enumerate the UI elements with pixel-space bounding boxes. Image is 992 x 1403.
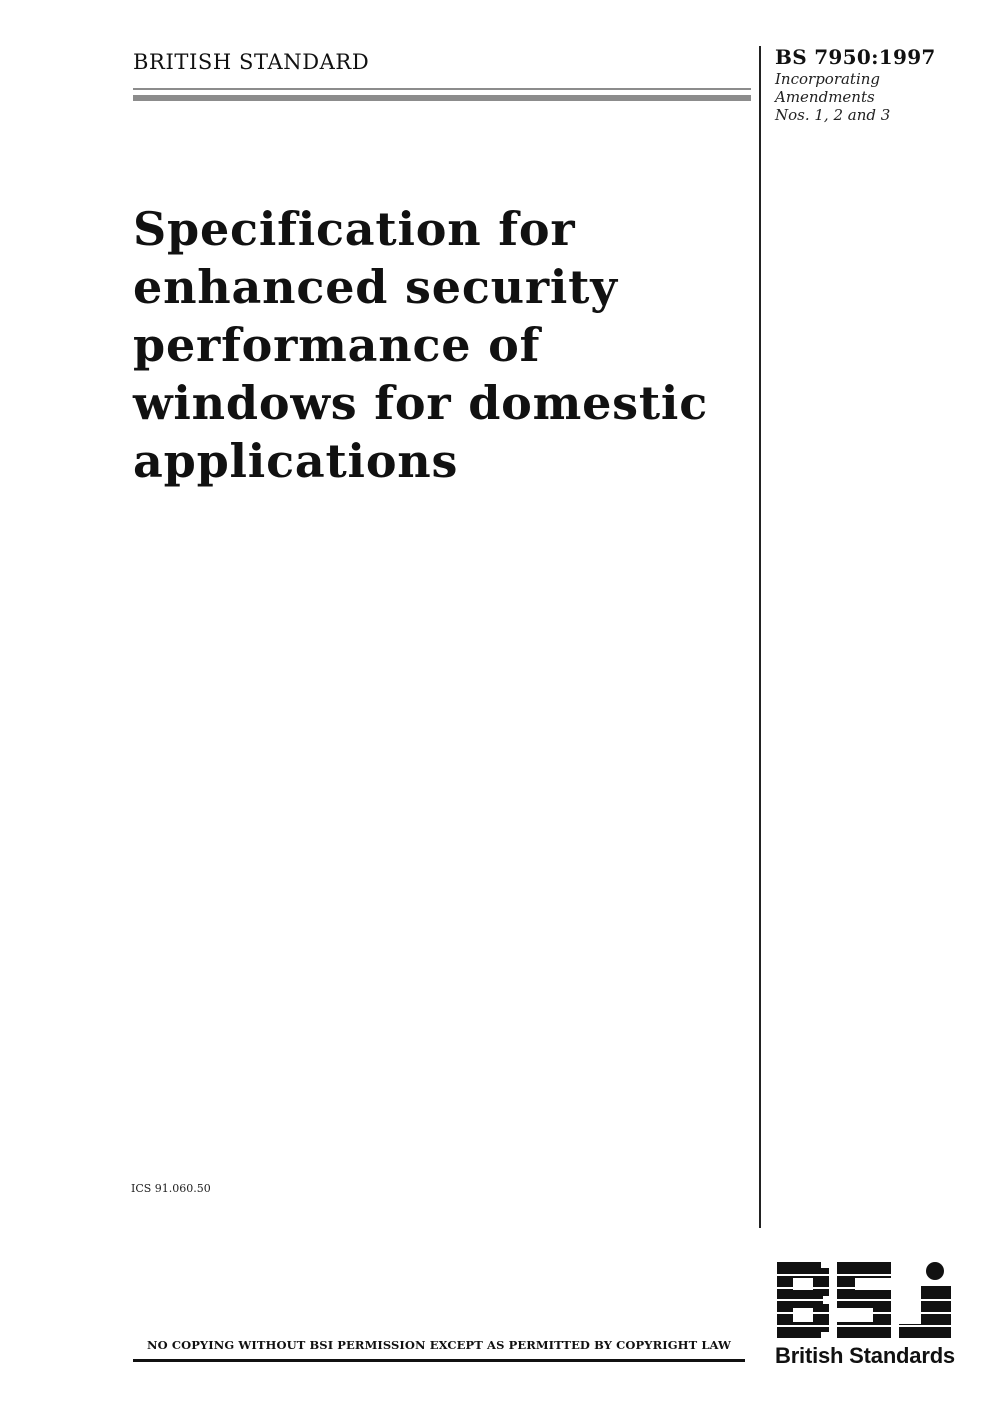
- title-line: windows for domestic: [133, 376, 709, 430]
- bsi-logo-text: BSI: [775, 1262, 777, 1263]
- amendments-line: Amendments: [775, 88, 875, 106]
- document-title: [133, 200, 743, 490]
- copyright-notice: NO COPYING WITHOUT BSI PERMISSION EXCEPT AS PERMITTED BY COPYRIGHT LAW: [146, 1338, 732, 1352]
- side-column-divider: [759, 46, 761, 1228]
- amendments-line: Incorporating: [775, 70, 881, 88]
- header-rule-thin: [133, 88, 751, 90]
- bsi-logo-mark: [775, 1262, 953, 1342]
- standard-identifier-block: [775, 44, 936, 124]
- title-line: performance of: [133, 318, 541, 372]
- standard-number: BS 7950:1997: [775, 45, 936, 69]
- title-line: applications: [133, 434, 459, 488]
- document-type-label: BRITISH STANDARD: [133, 50, 370, 74]
- title-line: enhanced security: [133, 260, 618, 314]
- ics-code: ICS 91.060.50: [131, 1182, 211, 1195]
- footer-rule: [133, 1359, 745, 1362]
- header-rule-thick: [133, 95, 751, 101]
- publisher-name: British Standards: [775, 1343, 955, 1368]
- title-line: Specification for: [133, 202, 576, 256]
- amendments-line: Nos. 1, 2 and 3: [775, 106, 891, 124]
